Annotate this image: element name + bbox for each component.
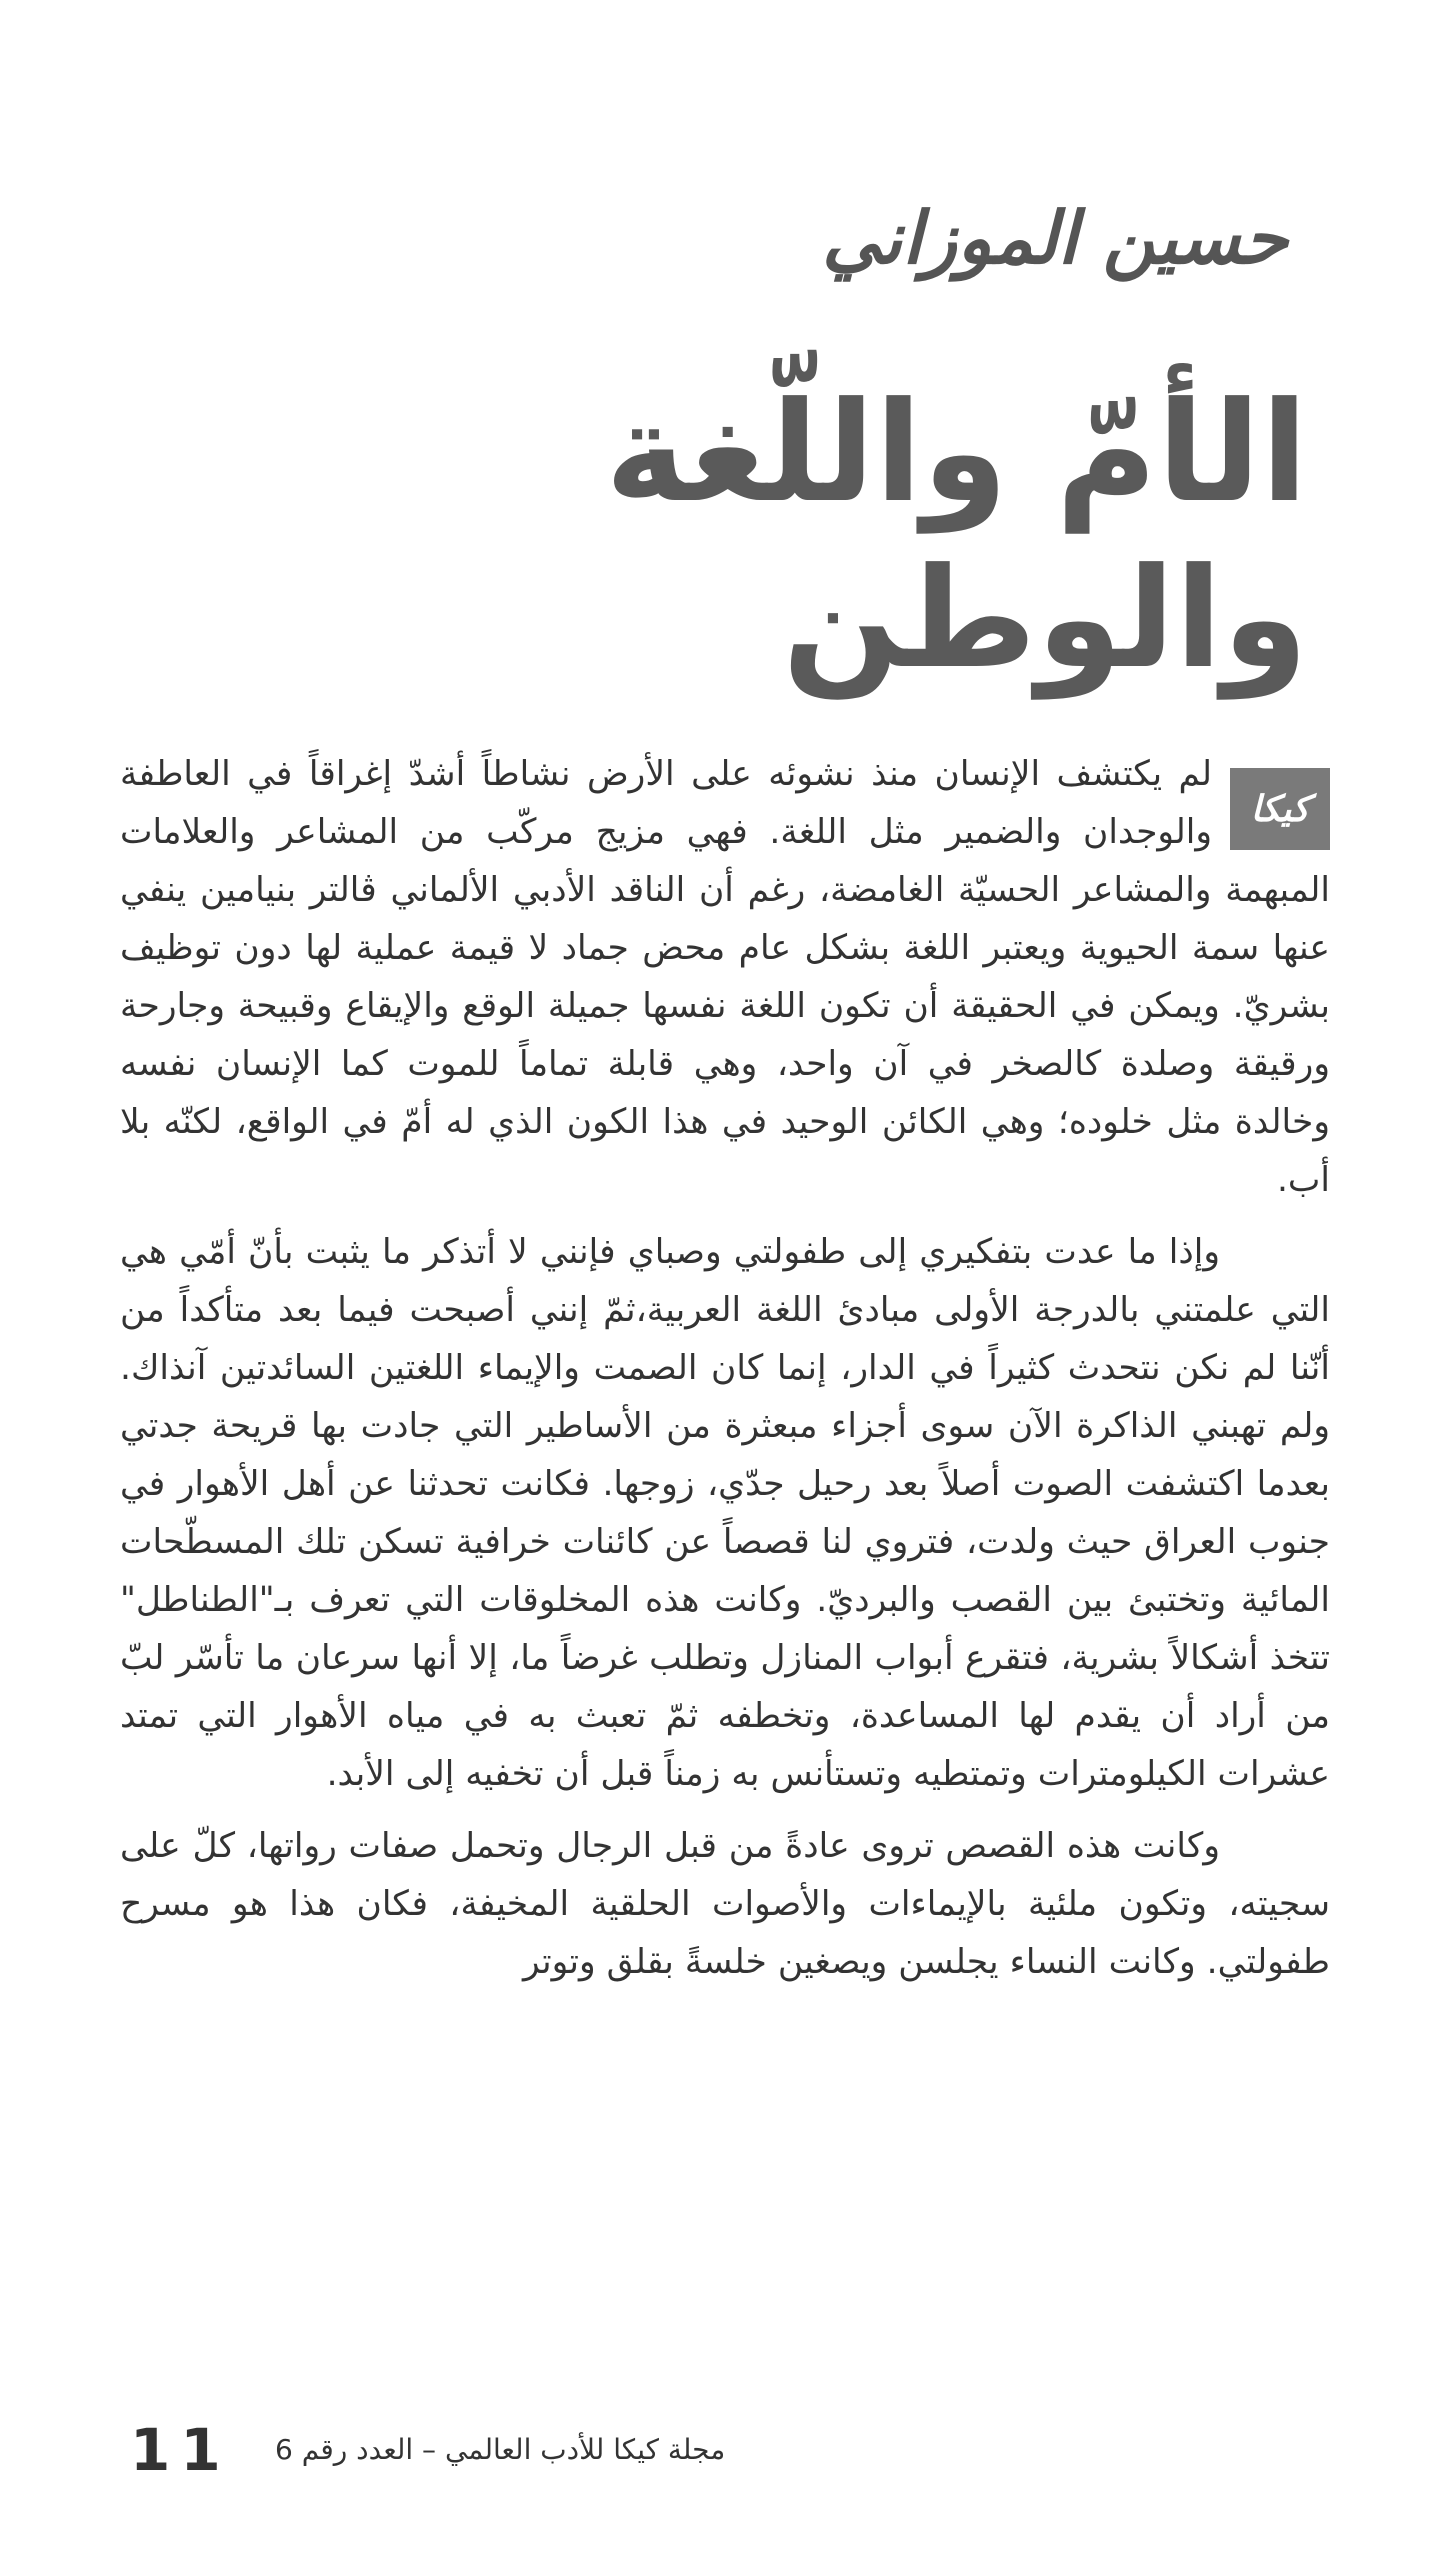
kika-logo-text: كيكا — [1250, 788, 1310, 830]
article-paragraph-3: وكانت هذه القصص تروى عادةً من قبل الرجال وتحمل صفات رواتها، كلّ على سجيته، وتكون ملئية بالإيماءات والأصوات الحلقية المخيفة، فكان هذا هو مسرح طفولتي. وكانت النساء يجلسن ويصغين خلسةً بقلق وتوتر — [120, 1826, 1330, 1982]
author-name: حسين الموزاني — [822, 196, 1288, 280]
journal-info: مجلة كيكا للأدب العالمي – العدد رقم 6 — [275, 2433, 726, 2466]
article-title: الأمّ واللّغة والوطن — [605, 372, 1308, 699]
page-number: 11 — [130, 2416, 231, 2484]
page-footer — [130, 2416, 1318, 2484]
article-paragraph-2: وإذا ما عدت بتفكيري إلى طفولتي وصباي فإنني لا أتذكر ما يثبت بأنّ أمّي هي التي علمتني بالدرجة الأولى مبادئ اللغة العربية،ثمّ إنني أصبحت فيما بعد متأكداً من أنّنا لم نكن نتحدث كثيراً في الدار، إنما كان الصمت والإيماء اللغتين السائدتين آنذاك. ولم تهبني الذاكرة الآن سوى أجزاء مبعثرة من الأساطير التي جادت بها قريحة جدتي بعدما اكتشفت الصوت أصلاً بعد رحيل جدّي، زوجها. فكانت تحدثنا عن أهل الأهوار في جنوب العراق حيث ولدت، فتروي لنا قصصاً عن كائنات خرافية تسكن تلك المسطّحات المائية وتختبئ بين القصب والبرديّ. وكانت هذه المخلوقات التي تعرف بـ"الطناطل" تتخذ أشكالاً بشرية، فتقرع أبواب المنازل وتطلب غرضاً ما، إلا أنها سرعان ما تأسّر لبّ من أراد أن يقدم لها المساعدة، وتخطفه ثمّ تعبث به في مياه الأهوار التي تمتد عشرات الكيلومترات وتمتطيه وتستأنس به زمناً قبل أن تخفيه إلى الأبد. — [120, 1232, 1330, 1794]
article-body — [120, 745, 1330, 2005]
article-paragraph-1: لم يكتشف الإنسان منذ نشوئه على الأرض نشاطاً أشدّ إغراقاً في العاطفة والوجدان والضمير مثل اللغة. فهي مزيج مركّب من المشاعر والعلامات المبهمة والمشاعر الحسيّة الغامضة، رغم أن الناقد الأدبي الألماني ڤالتر بنيامين ينفي عنها سمة الحيوية ويعتبر اللغة بشكل عام محض جماد لا قيمة عملية لها دون توظيف بشريّ. ويمكن في الحقيقة أن تكون اللغة نفسها جميلة الوقع والإيقاع وقبيحة وجارحة ورقيقة وصلدة كالصخر في آن واحد، وهي قابلة تماماً للموت كما الإنسان نفسه وخالدة مثل خلوده؛ وهي الكائن الوحيد في هذا الكون الذي له أمّ في الواقع، لكنّه بلا أب. — [120, 754, 1330, 1200]
